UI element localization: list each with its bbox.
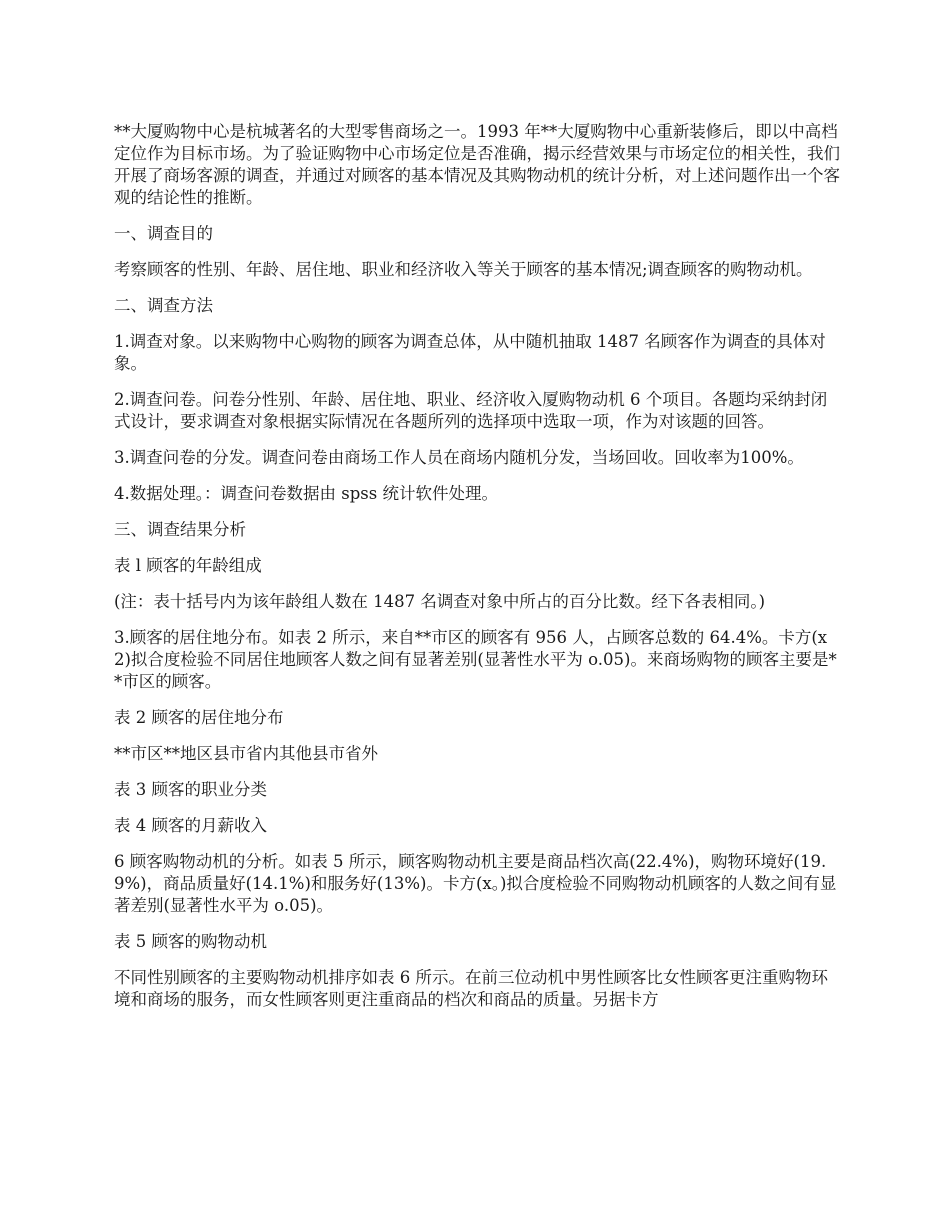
- method-item-data-processing: 4.数据处理。：调查问卷数据由 spss 统计软件处理。: [114, 484, 498, 503]
- table-note: (注：表十括号内为该年龄组人数在 1487 名调查对象中所占的百分比数。经下各表相同。): [114, 592, 766, 611]
- method-item-subjects: 1.调查对象。以来购物中心购物的顾客为调查总体，从中随机抽取 1487 名顾客作为调查的具体对象。: [114, 332, 826, 373]
- purpose-paragraph: 考察顾客的性别、年龄、居住地、职业和经济收入等关于顾客的基本情况;调查顾客的购物动机。: [114, 260, 813, 279]
- table-caption-age: 表 l 顾客的年龄组成: [114, 556, 262, 575]
- method-item-questionnaire: 2.调查问卷。问卷分性别、年龄、居住地、职业、经济收入厦购物动机 6 个项目。各题均采纳封闭式设计，要求调查对象根据实际情况在各题所列的选择项中选取一项，作为对该题的回答。: [114, 390, 828, 431]
- table-caption-residence: 表 2 顾客的居住地分布: [114, 708, 284, 727]
- table-caption-income: 表 4 顾客的月薪收入: [114, 816, 267, 835]
- section-heading-purpose: 一、调查目的: [114, 224, 213, 243]
- residence-analysis-paragraph: 3.顾客的居住地分布。如表 2 所示，来自**市区的顾客有 956 人，占顾客总数的 64.4%。卡方(x2)拟合度检验不同居住地顾客人数之间有显著差别(显著性水平为 o.05)。来商场购物的顾客主要是**市区的顾客。: [114, 628, 837, 691]
- document-body: [114, 121, 842, 1025]
- table-caption-occupation: 表 3 顾客的职业分类: [114, 780, 267, 799]
- gender-motivation-paragraph: 不同性别顾客的主要购物动机排序如表 6 所示。在前三位动机中男性顾客比女性顾客更注重购物环境和商场的服务，而女性顾客则更注重商品的档次和商品的质量。另据卡方: [114, 968, 828, 1009]
- motivation-analysis-paragraph: 6 顾客购物动机的分析。如表 5 所示，顾客购物动机主要是商品档次高(22.4%)，购物环境好(19.9%)，商品质量好(14.1%)和服务好(13%)。卡方(x。)拟合度检验不同购物动机顾客的人数之间有显著差别(显著性水平为 o.05)。: [114, 852, 837, 915]
- section-heading-results: 三、调查结果分析: [114, 520, 246, 539]
- intro-paragraph: **大厦购物中心是杭城著名的大型零售商场之一。1993 年**大厦购物中心重新装修后，即以中高档定位作为目标市场。为了验证购物中心市场定位是否准确，揭示经营效果与市场定位的相关性，我们开展了商场客源的调查，并通过对顾客的基本情况及其购物动机的统计分析，对上述问题作出一个客观的结论性的推断。: [114, 122, 840, 207]
- table-caption-motivation: 表 5 顾客的购物动机: [114, 932, 267, 951]
- method-item-distribution: 3.调查问卷的分发。调查问卷由商场工作人员在商场内随机分发，当场回收。回收率为100%。: [114, 448, 804, 467]
- section-heading-method: 二、调查方法: [114, 296, 213, 315]
- residence-categories-line: **市区**地区县市省内其他县市省外: [114, 744, 378, 763]
